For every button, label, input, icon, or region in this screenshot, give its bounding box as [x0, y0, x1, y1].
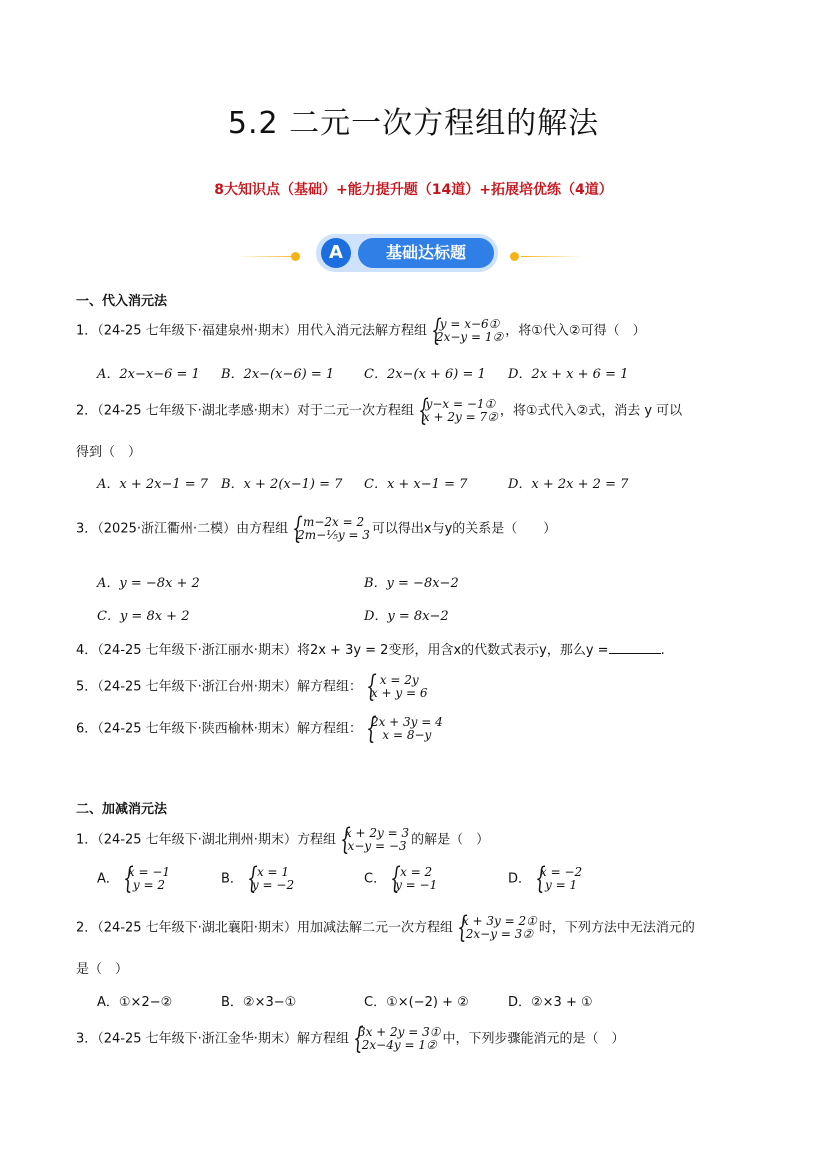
option-c[interactable]: C．y = 8x + 2 [97, 609, 190, 624]
option-a[interactable]: A．x + 2x−1 = 7 [97, 477, 209, 492]
question-1-2-line2: 得到（ ） [76, 445, 142, 460]
page-subtitle: 8大知识点（基础）+能力提升题（14道）+拓展培优练（4道） [214, 182, 613, 198]
question-1-5: 5．（24-25 七年级下·浙江台州·期末）解方程组： { x = 2y x + y = 6 [76, 674, 430, 700]
section-heading-elimination: 二、加减消元法 [76, 802, 168, 817]
question-1-6: 6．（24-25 七年级下·陕西榆林·期末）解方程组： { 2x + 3y = 4 x = 8−y [76, 716, 445, 742]
banner-left-dot [291, 252, 300, 261]
banner-label: 基础达标题 [358, 238, 494, 268]
option-c[interactable]: C．x + x−1 = 7 [364, 477, 468, 492]
banner-letter: A [321, 238, 351, 268]
section-heading-substitution: 一、代入消元法 [76, 294, 168, 309]
equation-system: { x + 3y = 2① 2x−y = 3② [455, 915, 537, 941]
equation-system: { m−2x = 2 2m−⅕y = 3 [290, 516, 370, 542]
question-2-3: 3．（24-25 七年级下·浙江金华·期末）解方程组 { 3x + 2y = 3① 2x−4y = 1② 中，下列步骤能消元的是（ ） [76, 1026, 625, 1052]
option-d[interactable]: D．②×3 + ① [508, 995, 593, 1010]
option-a[interactable]: A．①×2−② [97, 995, 173, 1010]
option-a[interactable]: A． { x = −1 y = 2 [97, 866, 172, 892]
option-d[interactable]: D．x + 2x + 2 = 7 [508, 477, 629, 492]
equation-system: { x = 2y x + y = 6 [364, 674, 428, 700]
equation-system: { 2x + 3y = 4 x = 8−y [364, 716, 443, 742]
question-1-1: 1．（24-25 七年级下·福建泉州·期末）用代入消元法解方程组 { y = x−6① 2x−y = 1② ，将①代入②可得（ ） [76, 318, 646, 344]
option-a[interactable]: A．y = −8x + 2 [97, 576, 200, 591]
equation-system: { 3x + 2y = 3① 2x−4y = 1② [351, 1026, 441, 1052]
page-title: 5.2 二元一次方程组的解法 [227, 106, 600, 141]
equation-system: { y−x = −1① x + 2y = 7② [416, 398, 498, 424]
equation-system: { x + 2y = 3 x−y = −3 [338, 827, 409, 853]
option-c[interactable]: C．2x−(x + 6) = 1 [364, 367, 486, 382]
banner-right-line [521, 256, 583, 257]
option-d[interactable]: D．y = 8x−2 [364, 609, 449, 624]
question-2-2-line2: 是（ ） [76, 962, 129, 977]
banner-left-line [236, 256, 298, 257]
equation-system: { y = x−6① 2x−y = 1② [429, 318, 503, 344]
option-b[interactable]: B．2x−(x−6) = 1 [221, 367, 335, 382]
option-d[interactable]: D．2x + x + 6 = 1 [508, 367, 629, 382]
option-a[interactable]: A．2x−x−6 = 1 [97, 367, 200, 382]
option-c[interactable]: C．①×(−2) + ② [364, 995, 469, 1010]
option-c[interactable]: C． { x = 2 y = −1 [364, 866, 439, 892]
section-banner [316, 234, 498, 272]
question-2-1: 1．（24-25 七年级下·湖北荆州·期末）方程组 { x + 2y = 3 x−y = −3 的解是（ ） [76, 827, 489, 853]
option-d[interactable]: D． { x = −2 y = 1 [508, 866, 584, 892]
question-1-4: 4．（24-25 七年级下·浙江丽水·期末）将2x + 3y = 2变形，用含x的代数式表示y，那么y = . [76, 643, 665, 658]
option-b[interactable]: B．x + 2(x−1) = 7 [221, 477, 343, 492]
option-b[interactable]: B．y = −8x−2 [364, 576, 459, 591]
option-b[interactable]: B． { x = 1 y = −2 [221, 866, 296, 892]
question-2-2: 2．（24-25 七年级下·湖北襄阳·期末）用加减法解二元一次方程组 { x + 3y = 2① 2x−y = 3② 时，下列方法中无法消元的 [76, 915, 695, 941]
question-1-3: 3．（2025·浙江衢州·二模）由方程组 { m−2x = 2 2m−⅕y = 3 可以得出x与y的关系是（ ） [76, 516, 556, 542]
banner-right-dot [510, 252, 519, 261]
option-b[interactable]: B．②×3−① [221, 995, 297, 1010]
answer-blank[interactable] [609, 641, 661, 654]
question-1-2: 2．（24-25 七年级下·湖北孝感·期末）对于二元一次方程组 { y−x = −1① x + 2y = 7② ，将①式代入②式，消去 y 可以 [76, 398, 682, 424]
